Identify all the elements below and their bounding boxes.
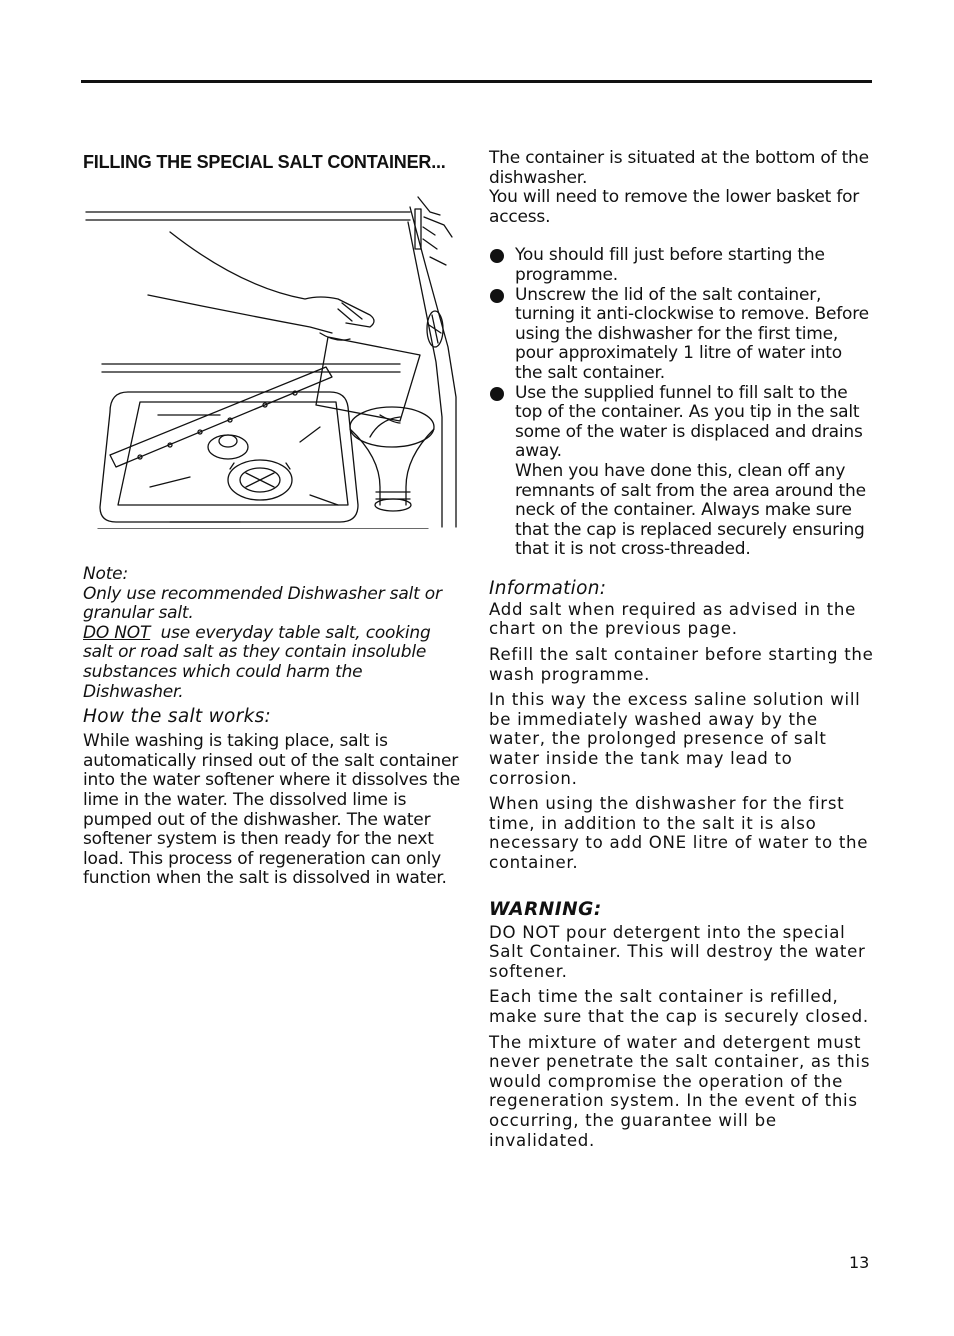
warning-paragraph: DO NOT pour detergent into the special Salt Container. This will destroy the water softener. (489, 922, 866, 981)
note-rest: use everyday table salt, cooking salt or road salt as they contain insoluble substances which could harm the Dishwasher. (83, 622, 436, 702)
warning-paragraph: The mixture of water and detergent must never penetrate the salt container, as this would compromise the operation of the regeneration system. In the event of this occurring, the guarantee will be invalidated. (489, 1032, 871, 1150)
list-item: Use the supplied funnel to fill salt to the top of the container. As you tip in the salt some of the water is displaced and drains away. When you have done this, clean off any remnants of salt from the area around the neck of the container. Always make sure that the cap is replaced securely ensuring that it is not cross-threaded. (489, 384, 874, 560)
salt-filling-illustration (80, 187, 460, 529)
list-item-extra: When you have done this, clean off any remnants of salt from the area around the neck of the container. Always make sure that the cap is replaced securely ensuring that it is not cross-threaded. (515, 460, 866, 560)
info-paragraph: In this way the excess saline solution will be immediately washed away by the water, the prolonged presence of salt water inside the tank may lead to corrosion. (489, 690, 861, 788)
info-paragraph: When using the dishwasher for the first time, in addition to the salt it is also necessary to add ONE litre of water to the container. (489, 794, 869, 872)
do-not-underlined: DO NOT (83, 622, 151, 643)
header-rule (81, 80, 872, 83)
intro-line-1: The container is situated at the bottom of the dishwasher. (489, 148, 869, 188)
note-line: Only use recommended Dishwasher salt or granular salt. (83, 583, 442, 624)
salt-note (83, 565, 463, 702)
warning-heading: WARNING: (489, 898, 602, 920)
info-paragraph: Refill the salt container before starting the wash programme. (489, 645, 874, 684)
info-paragraph: Add salt when required as advised in the chart on the previous page. (489, 599, 857, 639)
instruction-list (489, 246, 874, 560)
right-column (489, 149, 874, 1156)
section-heading: FILLING THE SPECIAL SALT CONTAINER... (83, 152, 446, 172)
bullet-icon (490, 289, 504, 303)
information-heading: Information: (489, 577, 607, 599)
warning-paragraph: Each time the salt container is refilled, make sure that the cap is securely closed. (489, 987, 869, 1026)
left-column (83, 149, 463, 889)
intro-line-2: You will need to remove the lower basket for access. (489, 187, 860, 227)
note-label: Note: (83, 564, 128, 584)
how-salt-works-text: While washing is taking place, salt is automatically rinsed out of the salt container into the water softener where it dissolves the lime in the water. The dissolved lime is pumped out of the dishwasher. The water softener system is then ready for the next load. This process of regeneration can only function when the salt is dissolved in water. (83, 731, 461, 889)
how-salt-works-heading: How the salt works: (83, 706, 272, 728)
bullet-icon (490, 249, 504, 263)
list-item: Unscrew the lid of the salt container, turning it anti-clockwise to remove. Before using the dishwasher for the first time, pour approximately 1 litre of water into the salt container. (489, 286, 874, 384)
bullet-icon (490, 387, 504, 401)
page-number: 13 (849, 1253, 870, 1272)
note-warning-text (83, 624, 463, 702)
list-item: You should fill just before starting the programme. (489, 246, 874, 285)
